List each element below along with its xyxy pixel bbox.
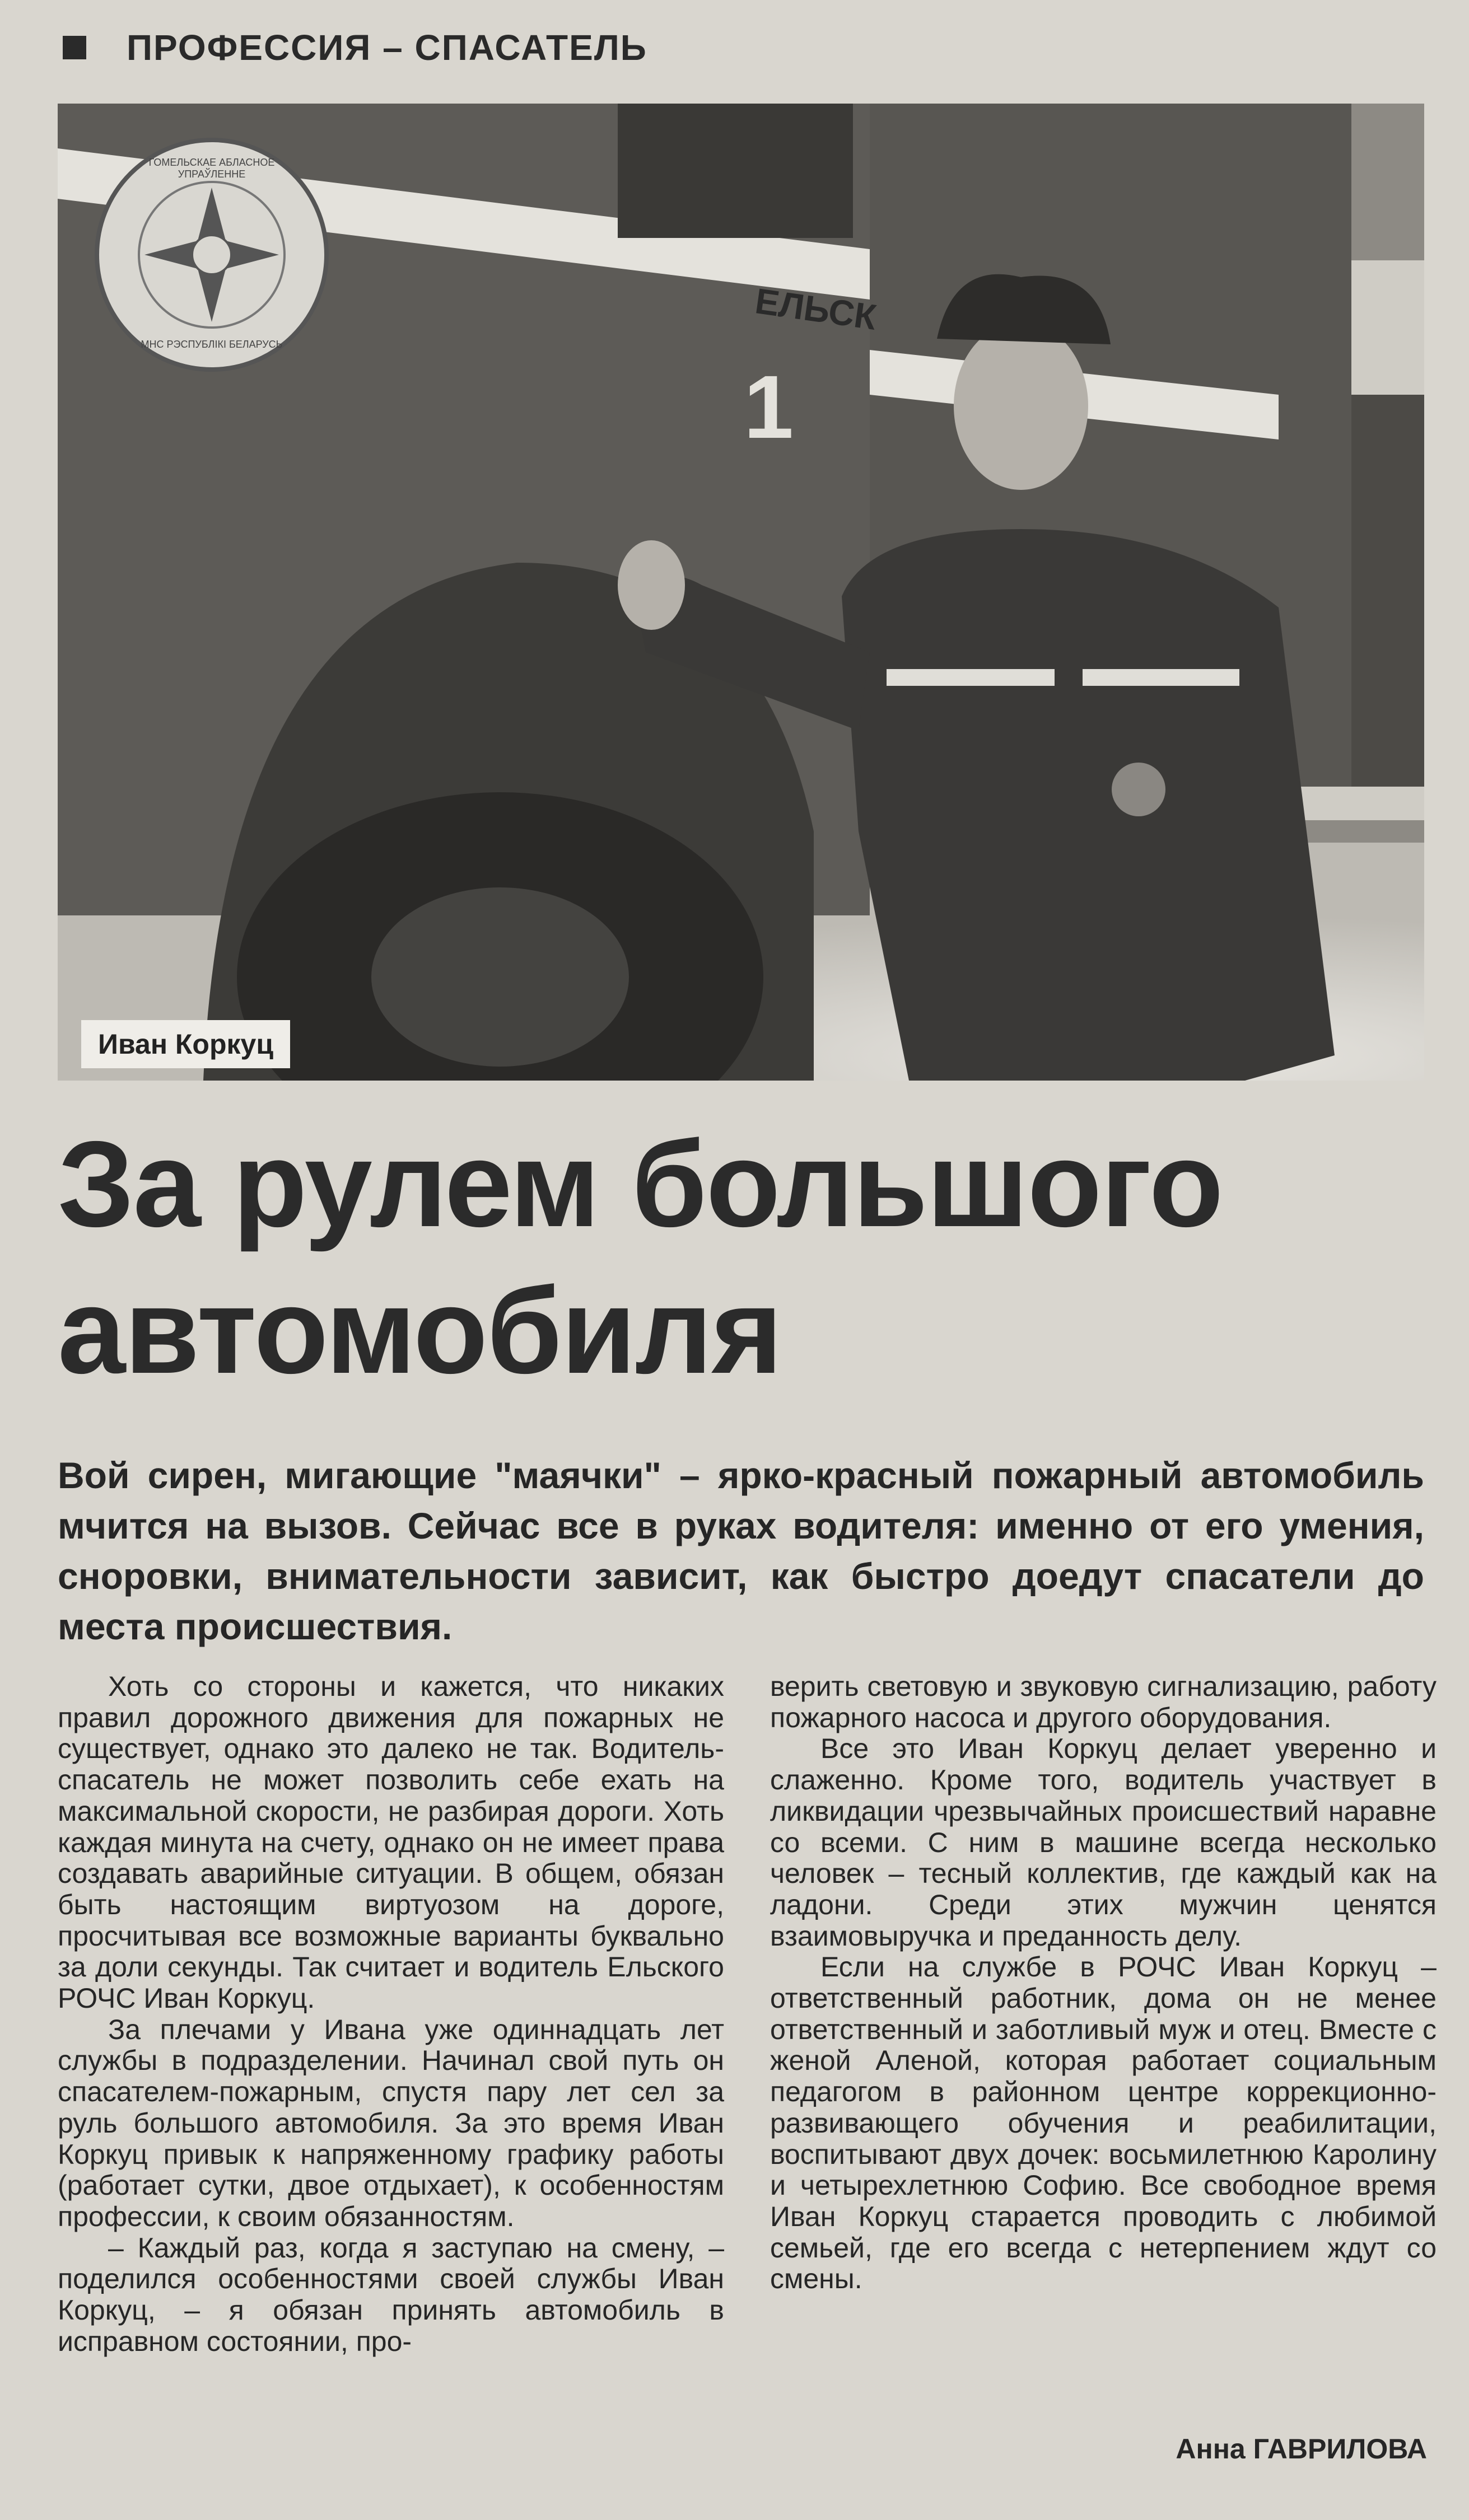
- body-column-left: [58, 1671, 724, 2357]
- section-rubric: [63, 27, 647, 68]
- body-paragraph: Хоть со стороны и кажется, что никаких правил дорожного движения для пожарных не существует, однако это далеко не так. Водитель-спасатель не может позволить себе ехать на максимальной скорости, не разбирая дороги. Хоть каждая минута на счету, однако он не имеет права создавать аварийные ситуации. В общем, обязан быть настоящим виртуозом на дороге, просчитывая все возможные варианты буквально за доли секунды. Так считает и водитель Ельского РОЧС Иван Коркуц.: [58, 1671, 724, 2014]
- article-lead: Вой сирен, мигающие "маячки" – ярко-красный пожарный автомобиль мчится на вызов. Сейчас все в руках водителя: именно от его умения, сноровки, внимательности зависит, как быстро доедут спасатели до места происшествия.: [58, 1455, 1424, 1647]
- rubric-label: ПРОФЕССИЯ – СПАСАТЕЛЬ: [127, 27, 647, 68]
- body-paragraph-continuation: верить световую и звуковую сигнализацию, работу пожарного насоса и другого оборудования.: [770, 1671, 1437, 1733]
- truck-label: ЕЛЬСК: [753, 280, 879, 338]
- bullet-square-icon: [63, 36, 86, 59]
- photo-caption: Иван Коркуц: [81, 1020, 290, 1068]
- fire-truck-illustration: [58, 104, 1424, 1081]
- body-paragraph: За плечами у Ивана уже одиннадцать лет службы в подразделении. Начинал свой путь он спасателем-пожарным, спустя пару лет сел за руль большого автомобиля. За это время Иван Коркуц привык к напряженному графику работы (работает сутки, двое отдыхает), к особенностям профессии, к своим обязанностям.: [58, 2013, 724, 2232]
- body-paragraph: – Каждый раз, когда я заступаю на смену, – поделился особенностями своей службы Иван Коркуц, – я обязан принять автомобиль в исправном состоянии, про-: [58, 2232, 724, 2357]
- author-byline: Анна ГАВРИЛОВА: [1176, 2433, 1427, 2465]
- truck-number: 1: [744, 357, 794, 457]
- article-photo: [58, 104, 1424, 1081]
- emblem-text-bottom: МНС РЭСПУБЛІКІ БЕЛАРУСЬ: [141, 339, 283, 350]
- body-paragraph: Все это Иван Коркуц делает уверенно и слаженно. Кроме того, водитель участвует в ликвидации чрезвычайных происшествий наравне со всеми. С ним в машине всегда несколько человек – тесный коллектив, где каждый как на ладони. Среди этих мужчин ценятся взаимовыручка и преданность делу.: [770, 1733, 1437, 1952]
- body-paragraph: Если на службе в РОЧС Иван Коркуц – ответственный работник, дома он не менее ответственный и заботливый муж и отец. Вместе с женой Аленой, которая работает социальным педагогом в районном центре коррекционно-развивающего обучения и реабилитации, воспитывают двух дочек: восьмилетнюю Каролину и четырехлетнюю Софию. Все свободное время Иван Коркуц старается проводить с любимой семьей, где его всегда с нетерпением ждут со смены.: [770, 1951, 1437, 2295]
- article-headline: За рулем большого автомобиля: [58, 1116, 1223, 1399]
- body-column-right: [770, 1671, 1437, 2295]
- emblem-text-top: ГОМЕЛЬСКАЕ АБЛАСНОЕ УПРАЎЛЕННЕ: [148, 157, 275, 180]
